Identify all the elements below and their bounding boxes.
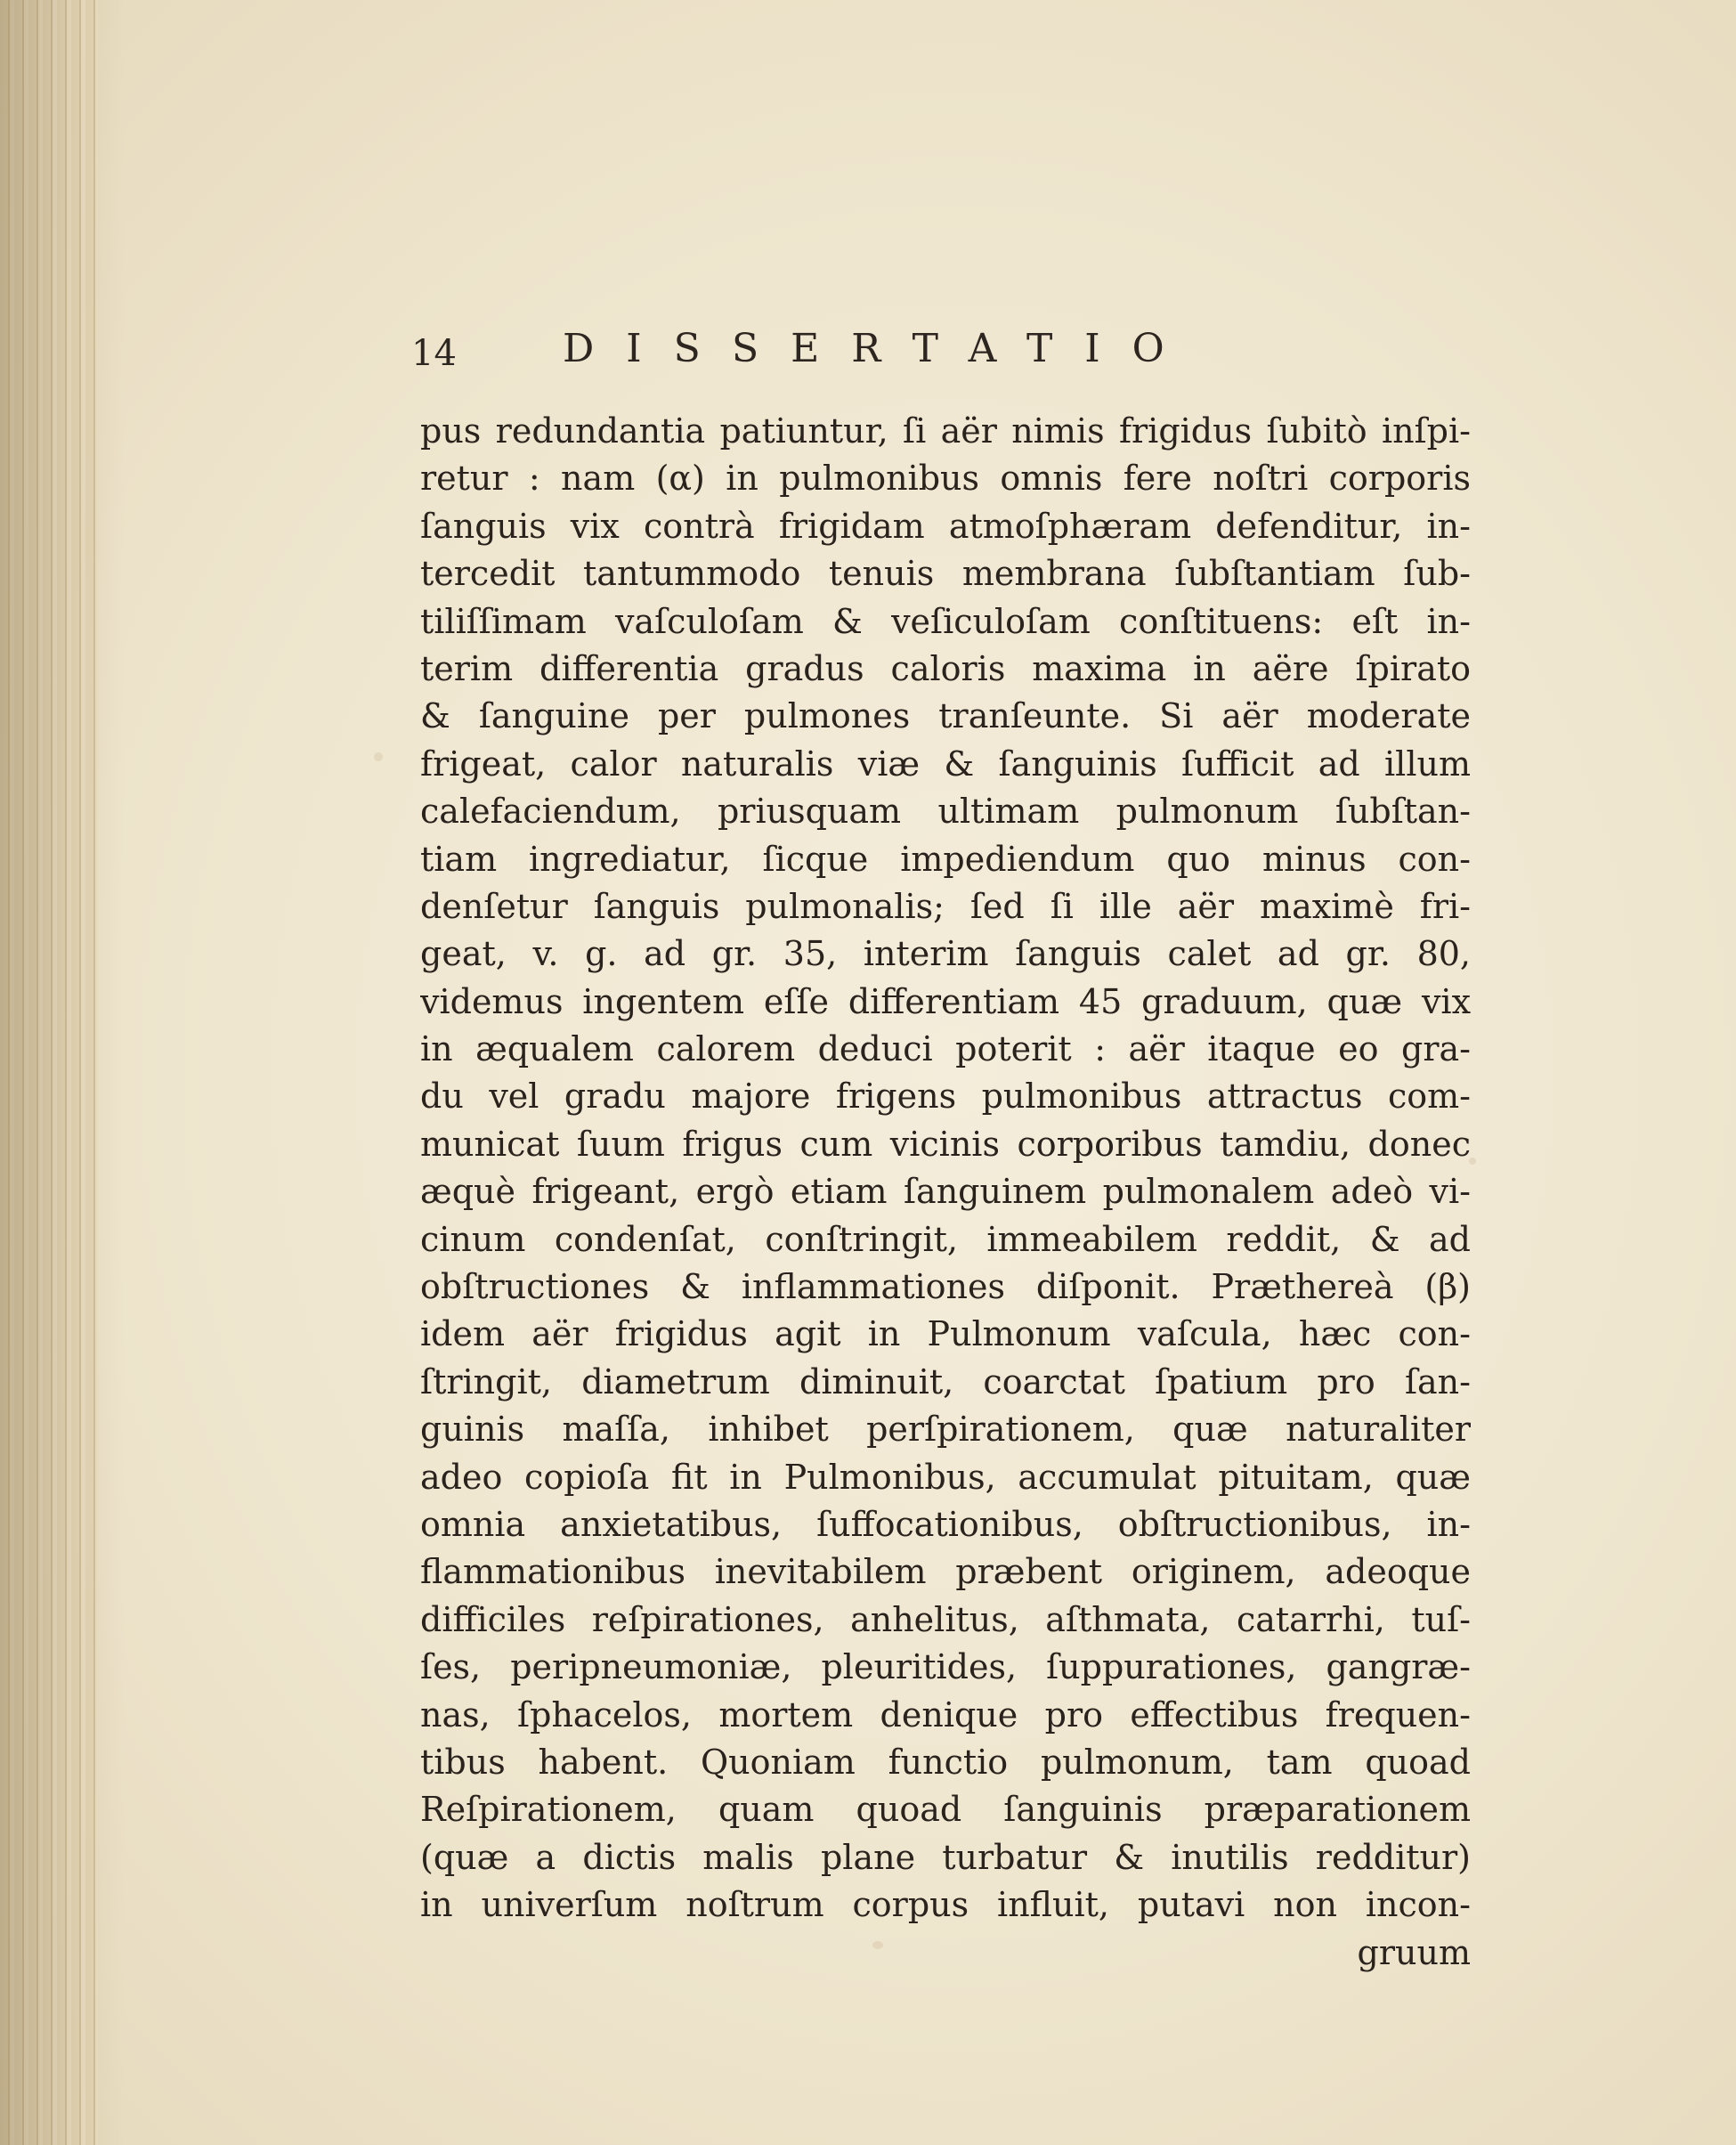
text-line: omnia anxietatibus, ſuffocationibus, obſtructionibus, in- <box>420 1504 1471 1544</box>
text-line: pus redundantia patiuntur, ſi aër nimis frigidus ſubitò inſpi- <box>420 411 1471 451</box>
text-line: tibus habent. Quoniam functio pulmonum, tam quoad <box>420 1742 1471 1782</box>
text-line: & ſanguine per pulmones tranſeunte. Si aër moderate <box>420 696 1471 736</box>
text-line: nas, ſphacelos, mortem denique pro effectibus frequen- <box>420 1694 1471 1735</box>
text-line: tiam ingrediatur, ſicque impediendum quo minus con- <box>420 839 1471 879</box>
body-text <box>420 408 1471 1977</box>
text-line: cinum condenſat, conſtringit, immeabilem reddit, & ad <box>420 1219 1471 1259</box>
text-line: ſanguis vix contrà frigidam atmoſphæram defenditur, in- <box>420 506 1471 546</box>
text-line: tiliſſimam vaſculoſam & veſiculoſam conſtituens: eſt in- <box>420 601 1471 641</box>
text-line: flammationibus inevitabilem præbent originem, adeoque <box>420 1552 1471 1592</box>
page-number: 14 <box>411 333 457 374</box>
text-line: adeo copioſa fit in Pulmonibus, accumulat pituitam, quæ <box>420 1457 1471 1497</box>
page-header <box>411 321 1302 374</box>
foxing-spot <box>374 752 383 761</box>
text-line: frigeat, calor naturalis viæ & ſanguinis ſufficit ad illum <box>420 743 1471 784</box>
text-line: tercedit tantummodo tenuis membrana ſubſtantiam ſub- <box>420 554 1471 594</box>
text-line: idem aër frigidus agit in Pulmonum vaſcula, hæc con- <box>420 1314 1471 1354</box>
text-line: terim differentia gradus caloris maxima in aëre ſpirato <box>420 648 1471 688</box>
text-line: (quæ a dictis malis plane turbatur & inutilis redditur) <box>420 1837 1471 1877</box>
text-line: videmus ingentem eſſe differentiam 45 graduum, quæ vix <box>420 981 1471 1021</box>
text-line: in æqualem calorem deduci poterit : aër itaque eo gra- <box>420 1029 1471 1069</box>
text-line: ſes, peripneumoniæ, pleuritides, ſuppurationes, gangræ- <box>420 1647 1471 1687</box>
text-line: municat ſuum frigus cum vicinis corporibus tamdiu, donec <box>420 1124 1471 1164</box>
text-line: calefaciendum, priusquam ultimam pulmonum ſubſtan- <box>420 792 1471 832</box>
running-title: DISSERTATIO <box>563 326 1197 371</box>
text-line: geat, v. g. ad gr. 35, interim ſanguis calet ad gr. 80, <box>420 934 1471 974</box>
text-line: denſetur ſanguis pulmonalis; ſed ſi ille aër maximè fri- <box>420 886 1471 926</box>
text-line: obſtructiones & inflammationes diſponit. Præthereà (β) <box>420 1267 1471 1307</box>
text-line: difficiles reſpirationes, anhelitus, aſthmata, catarrhi, tuſ- <box>420 1599 1471 1639</box>
text-line: du vel gradu majore frigens pulmonibus attractus com- <box>420 1077 1471 1117</box>
binding-shadow <box>0 0 125 2145</box>
text-line: æquè frigeant, ergò etiam ſanguinem pulmonalem adeò vi- <box>420 1172 1471 1212</box>
text-line: in univerſum noſtrum corpus influit, putavi non incon- <box>420 1885 1471 1925</box>
text-line: guinis maſſa, inhibet perſpirationem, quæ naturaliter <box>420 1410 1471 1450</box>
text-line: retur : nam (α) in pulmonibus omnis fere noſtri corporis <box>420 459 1471 499</box>
catchword: gruum <box>1357 1932 1471 1972</box>
text-line: ſtringit, diametrum diminuit, coarctat ſpatium pro ſan- <box>420 1361 1471 1402</box>
text-line: Reſpirationem, quam quoad ſanguinis præparationem <box>420 1790 1471 1830</box>
